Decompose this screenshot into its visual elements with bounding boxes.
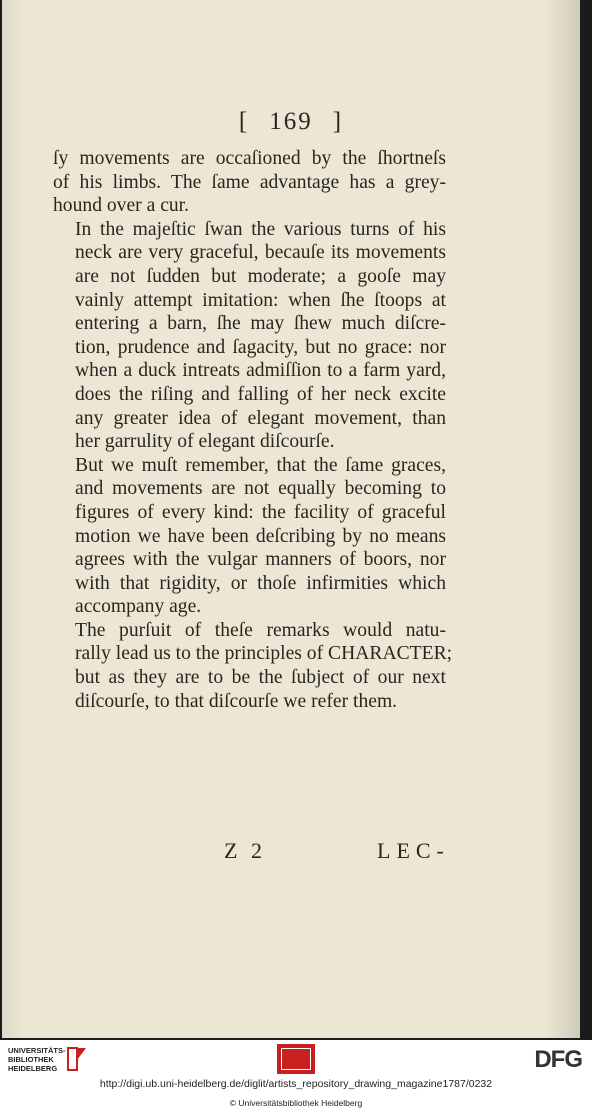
text-line: any greater idea of elegant movement, than [75, 407, 446, 429]
text-line: does the riſing and falling of her neck excite [75, 383, 446, 405]
page-header [2, 108, 580, 136]
text-line: tion, prudence and ſagacity, but no grace: nor [75, 336, 446, 358]
library-emblem-icon [66, 1046, 88, 1074]
text-line: motion we have been deſcribing by no means [75, 525, 446, 547]
copyright-notice: © Universitätsbibliothek Heidelberg [229, 1098, 363, 1108]
text-line: with that rigidity, or thoſe infirmities which [75, 572, 446, 594]
center-logo-text [281, 1048, 311, 1070]
paragraph [53, 454, 446, 619]
text-line: but as they are to be the ſubject of our next [75, 667, 446, 689]
text-line: The purſuit of theſe remarks would natu- [75, 619, 446, 641]
text-line: diſcourſe, to that diſcourſe we refer them. [75, 690, 398, 712]
text-line: figures of every kind: the facility of graceful [75, 501, 446, 523]
paragraph [53, 619, 453, 713]
catchword: LEC- [377, 838, 450, 863]
library-name: UNIVERSITÄTS- BIBLIOTHEK HEIDELBERG [8, 1046, 66, 1073]
text-line: vainly attempt imitation: when ſhe ſtoops at [75, 289, 446, 311]
text-line: her garrulity of elegant diſcourſe. [75, 431, 335, 453]
text-line: neck are very graceful, becauſe its movements [75, 242, 446, 264]
university-library-logo[interactable] [8, 1046, 88, 1078]
text-line: are not ſudden but moderate; a gooſe may [75, 265, 446, 287]
heidelberg-digital-logo[interactable] [277, 1044, 315, 1074]
text-line: hound over a cur. [53, 195, 190, 217]
text-line: ſy movements are occaſioned by the ſhortneſs [53, 148, 446, 169]
book-page [2, 0, 580, 1038]
text-line: entering a barn, ſhe may ſhew much diſcre- [75, 313, 446, 335]
header-bracket-left: [ [238, 108, 250, 135]
viewer-footer [0, 1040, 592, 1113]
signature-mark: Z 2 [224, 838, 266, 863]
text-line: In the majeſtic ſwan the various turns of his [75, 218, 446, 240]
text-line: of his limbs. The ſame advantage has a grey- [53, 171, 446, 193]
text-line: when a duck intreats admiſſion to a farm yard, [75, 360, 446, 382]
text-line: agrees with the vulgar manners of boors, nor [75, 549, 446, 571]
text-line: accompany age. [75, 596, 202, 618]
dfg-logo[interactable]: DFG [534, 1046, 582, 1073]
header-bracket-right: ] [332, 108, 344, 135]
body-text [53, 147, 453, 713]
text-line: and movements are not equally becoming to [75, 478, 446, 500]
text-line: But we muſt remember, that the ſame graces, [75, 454, 446, 476]
paragraph [53, 147, 446, 218]
paragraph [53, 218, 446, 454]
text-line: rally lead us to the principles of CHARACTER; [75, 643, 453, 665]
permalink-url[interactable]: http://digi.ub.uni-heidelberg.de/diglit/artists_repository_drawing_magazine1787/0232 [99, 1078, 493, 1090]
page-number: 169 [269, 108, 313, 135]
